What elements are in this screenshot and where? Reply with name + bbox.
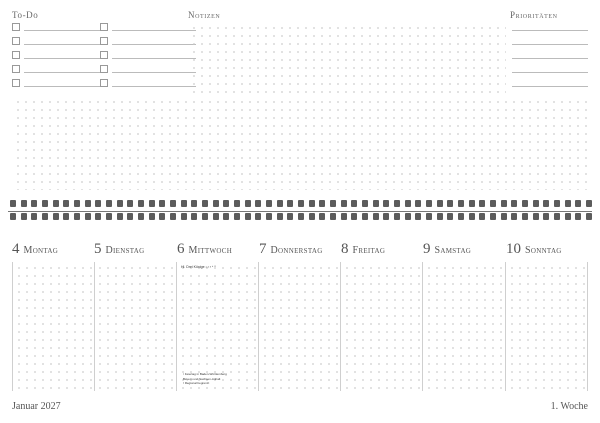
binding-ring xyxy=(277,200,283,222)
todo-checkbox[interactable] xyxy=(100,79,108,87)
binding-ring xyxy=(149,200,155,222)
day-number: 6 xyxy=(177,241,185,257)
binding-ring xyxy=(405,200,411,222)
binding-ring xyxy=(10,200,16,222)
binding-ring xyxy=(53,200,59,222)
day-name: Montag xyxy=(23,245,59,256)
todo-item[interactable] xyxy=(12,22,104,34)
binding-ring xyxy=(234,200,240,222)
todo-checkbox[interactable] xyxy=(100,37,108,45)
day-number: 8 xyxy=(341,241,349,257)
binding-ring xyxy=(202,200,208,222)
binding-ring xyxy=(543,200,549,222)
notes-dot-area[interactable] xyxy=(12,96,588,190)
binding-ring xyxy=(266,200,272,222)
priority-line[interactable] xyxy=(512,72,588,73)
todo-line xyxy=(112,86,196,87)
day-header xyxy=(423,240,471,260)
day-number: 10 xyxy=(506,241,521,257)
todo-item[interactable] xyxy=(100,22,196,34)
day-number: 7 xyxy=(259,241,267,257)
todo-line xyxy=(112,72,196,73)
todo-item[interactable] xyxy=(100,78,196,90)
binding-ring xyxy=(245,200,251,222)
priority-line[interactable] xyxy=(512,30,588,31)
day-name: Samstag xyxy=(434,245,472,256)
binding-ring xyxy=(362,200,368,222)
binding-ring xyxy=(533,200,539,222)
todo-checkbox[interactable] xyxy=(12,23,20,31)
day-name: Mittwoch xyxy=(188,245,233,256)
day-number: 4 xyxy=(12,241,20,257)
todo-line xyxy=(24,72,104,73)
binding-ring xyxy=(458,200,464,222)
day-column[interactable] xyxy=(94,262,177,391)
binding-ring xyxy=(511,200,517,222)
binding-ring xyxy=(319,200,325,222)
day-header xyxy=(12,240,58,260)
binding-ring xyxy=(501,200,507,222)
binding-ring xyxy=(106,200,112,222)
day-name: Sonntag xyxy=(525,245,562,256)
footnote: Bayern und Sachsen-Anhalt xyxy=(183,376,221,381)
footnote: ¹ Feiertag in Baden-Württemberg xyxy=(183,372,227,376)
binding-ring xyxy=(373,200,379,222)
todo-checkbox[interactable] xyxy=(12,51,20,59)
binding-ring xyxy=(191,200,197,222)
todo-checkbox[interactable] xyxy=(12,37,20,45)
binding-ring xyxy=(298,200,304,222)
binding-ring xyxy=(127,200,133,222)
todo-line xyxy=(24,44,104,45)
todo-item[interactable] xyxy=(100,50,196,62)
todo-line xyxy=(112,30,196,31)
todo-item[interactable] xyxy=(12,64,104,76)
binding-ring xyxy=(575,200,581,222)
binding-ring xyxy=(181,200,187,222)
todo-line xyxy=(24,86,104,87)
binding-ring xyxy=(170,200,176,222)
notes-dot-grid[interactable] xyxy=(188,22,506,96)
binding-ring xyxy=(351,200,357,222)
day-column[interactable] xyxy=(177,262,259,391)
todo-item[interactable] xyxy=(100,64,196,76)
binding-ring xyxy=(383,200,389,222)
binding-ring xyxy=(554,200,560,222)
day-name: Dienstag xyxy=(105,245,145,256)
day-header xyxy=(341,240,385,260)
todo-item[interactable] xyxy=(12,50,104,62)
day-header xyxy=(94,240,145,260)
todo-checkbox[interactable] xyxy=(100,65,108,73)
todo-line xyxy=(24,58,104,59)
binding-ring xyxy=(31,200,37,222)
priority-line[interactable] xyxy=(512,58,588,59)
todo-checkbox[interactable] xyxy=(12,65,20,73)
binding-ring xyxy=(138,200,144,222)
binding-ring xyxy=(159,200,165,222)
binding-ring xyxy=(74,200,80,222)
notes-heading: Notizen xyxy=(188,10,221,20)
day-name: Freitag xyxy=(352,245,386,256)
todo-item[interactable] xyxy=(12,36,104,48)
day-column[interactable] xyxy=(259,262,341,391)
week-label: 1. Woche xyxy=(550,401,588,412)
holiday-label: Hl. Drei Könige ¹ ² ³ ⁴ ⁵ xyxy=(181,265,216,269)
binding-ring xyxy=(479,200,485,222)
binding-ring xyxy=(330,200,336,222)
binding-ring xyxy=(447,200,453,222)
binding-ring xyxy=(21,200,27,222)
binding-ring xyxy=(394,200,400,222)
day-name: Donnerstag xyxy=(270,245,323,256)
day-column[interactable] xyxy=(341,262,423,391)
binding-ring xyxy=(469,200,475,222)
todo-item[interactable] xyxy=(100,36,196,48)
todo-checkbox[interactable] xyxy=(100,23,108,31)
binding-ring xyxy=(341,200,347,222)
binding-ring xyxy=(309,200,315,222)
day-header xyxy=(177,240,232,260)
binding-ring xyxy=(565,200,571,222)
priorities-heading: Prioritäten xyxy=(510,10,558,20)
binding-ring xyxy=(437,200,443,222)
footnote: ² Regional begrenzt xyxy=(183,381,210,385)
priority-line[interactable] xyxy=(512,86,588,87)
todo-heading: To-Do xyxy=(12,10,39,20)
day-column[interactable] xyxy=(12,262,95,391)
todo-checkbox[interactable] xyxy=(100,51,108,59)
day-number: 5 xyxy=(94,241,102,257)
binding-ring xyxy=(415,200,421,222)
todo-line xyxy=(112,44,196,45)
todo-item[interactable] xyxy=(12,78,104,90)
binding-ring xyxy=(586,200,592,222)
todo-checkbox[interactable] xyxy=(12,79,20,87)
binding-ring xyxy=(255,200,261,222)
day-number: 9 xyxy=(423,241,431,257)
binding-ring xyxy=(85,200,91,222)
binding-ring xyxy=(117,200,123,222)
day-column[interactable] xyxy=(506,262,588,391)
todo-line xyxy=(112,58,196,59)
binding-ring xyxy=(522,200,528,222)
day-column[interactable] xyxy=(423,262,506,391)
priority-line[interactable] xyxy=(512,44,588,45)
binding-ring xyxy=(63,200,69,222)
binding-ring xyxy=(490,200,496,222)
binding-ring xyxy=(287,200,293,222)
month-label: Januar 2027 xyxy=(12,401,61,412)
binding-ring xyxy=(95,200,101,222)
binding-ring xyxy=(213,200,219,222)
day-header xyxy=(506,240,562,260)
binding-ring xyxy=(426,200,432,222)
binding-ring xyxy=(42,200,48,222)
todo-line xyxy=(24,30,104,31)
day-header xyxy=(259,240,323,260)
binding-ring xyxy=(223,200,229,222)
